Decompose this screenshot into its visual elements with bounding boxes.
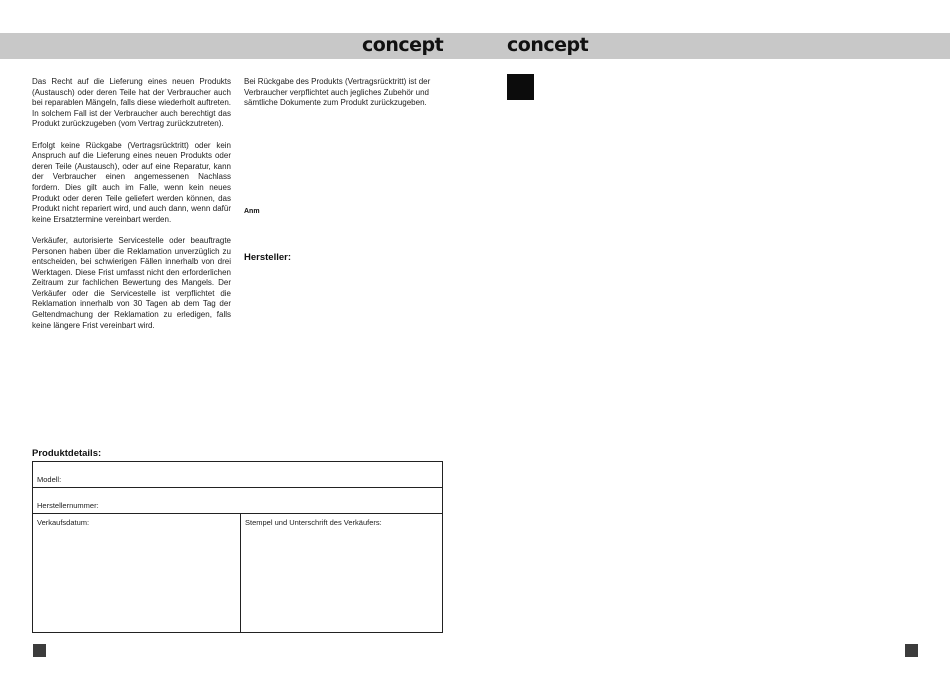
language-marker-square bbox=[507, 74, 534, 100]
left-text-column bbox=[32, 77, 231, 342]
page-marker-right bbox=[905, 644, 918, 657]
paragraph-return-accessories: Bei Rückgabe des Produkts (Vertragsrücktritt) ist der Verbraucher verpflichtet auch jegliches Zubehör und sämtliche Dokumente zum Produkt zurückzugeben. bbox=[244, 77, 431, 108]
product-details-heading: Produktdetails: bbox=[32, 448, 102, 459]
product-details-form bbox=[32, 461, 443, 633]
manufacturer-heading: Hersteller: bbox=[244, 252, 291, 263]
brand-logo-right: concept bbox=[507, 34, 589, 56]
anm-label: Anm bbox=[244, 208, 260, 215]
paragraph-discount: Erfolgt keine Rückgabe (Vertragsrücktritt) oder kein Anspruch auf die Lieferung eines neuen Produkts oder deren Teile (Austausch), oder auf eine Reparatur, kann der Verbraucher einen angemessenen Nachlass fordern. Dies gilt auch im Falle, wenn kein neues Produkt oder deren Teile geliefert werden können, das Produkt nicht repariert wird, und auch dann, wenn dafür keine Ersatztermine vereinbart werden. bbox=[32, 140, 231, 224]
purchase-date-cell[interactable] bbox=[33, 514, 241, 632]
header-band bbox=[0, 33, 950, 59]
middle-text-column bbox=[244, 77, 443, 119]
brand-logo-left: concept bbox=[362, 34, 444, 56]
model-row[interactable] bbox=[33, 462, 442, 488]
purchase-date-label: Verkaufsdatum: bbox=[37, 518, 90, 527]
manufacturer-number-label: Herstellernummer: bbox=[37, 501, 99, 510]
stamp-signature-label: Stempel und Unterschrift des Verkäufers: bbox=[245, 518, 382, 527]
stamp-signature-cell[interactable] bbox=[241, 514, 442, 632]
model-label: Modell: bbox=[37, 475, 62, 484]
paragraph-claim-deadline: Verkäufer, autorisierte Servicestelle oder beauftragte Personen haben über die Reklamation unverzüglich zu entscheiden, bei schwierigen Fällen innerhalb von drei Werktagen. Diese Frist umfasst nicht den erforderlichen Zeitraum zur fachlichen Bewertung des Mangels. Der Verkäufer oder die Servicestelle ist verpflichtet die Reklamation innerhalb von 30 Tagen ab dem Tag der Geltendmachung der Reklamation zu erledigen, falls keine längere Frist vereinbart wird. bbox=[32, 235, 231, 330]
paragraph-exchange-right: Das Recht auf die Lieferung eines neuen Produkts (Austausch) oder deren Teile hat der Verbraucher auch bei reparablen Mängeln, falls diese wiederholt auftreten. In solchem Fall ist der Verbraucher auch berechtigt das Produkt zurückzugeben (vom Vertrag zurückzutreten). bbox=[32, 77, 231, 129]
manufacturer-number-row[interactable] bbox=[33, 488, 442, 514]
page-marker-left bbox=[33, 644, 46, 657]
